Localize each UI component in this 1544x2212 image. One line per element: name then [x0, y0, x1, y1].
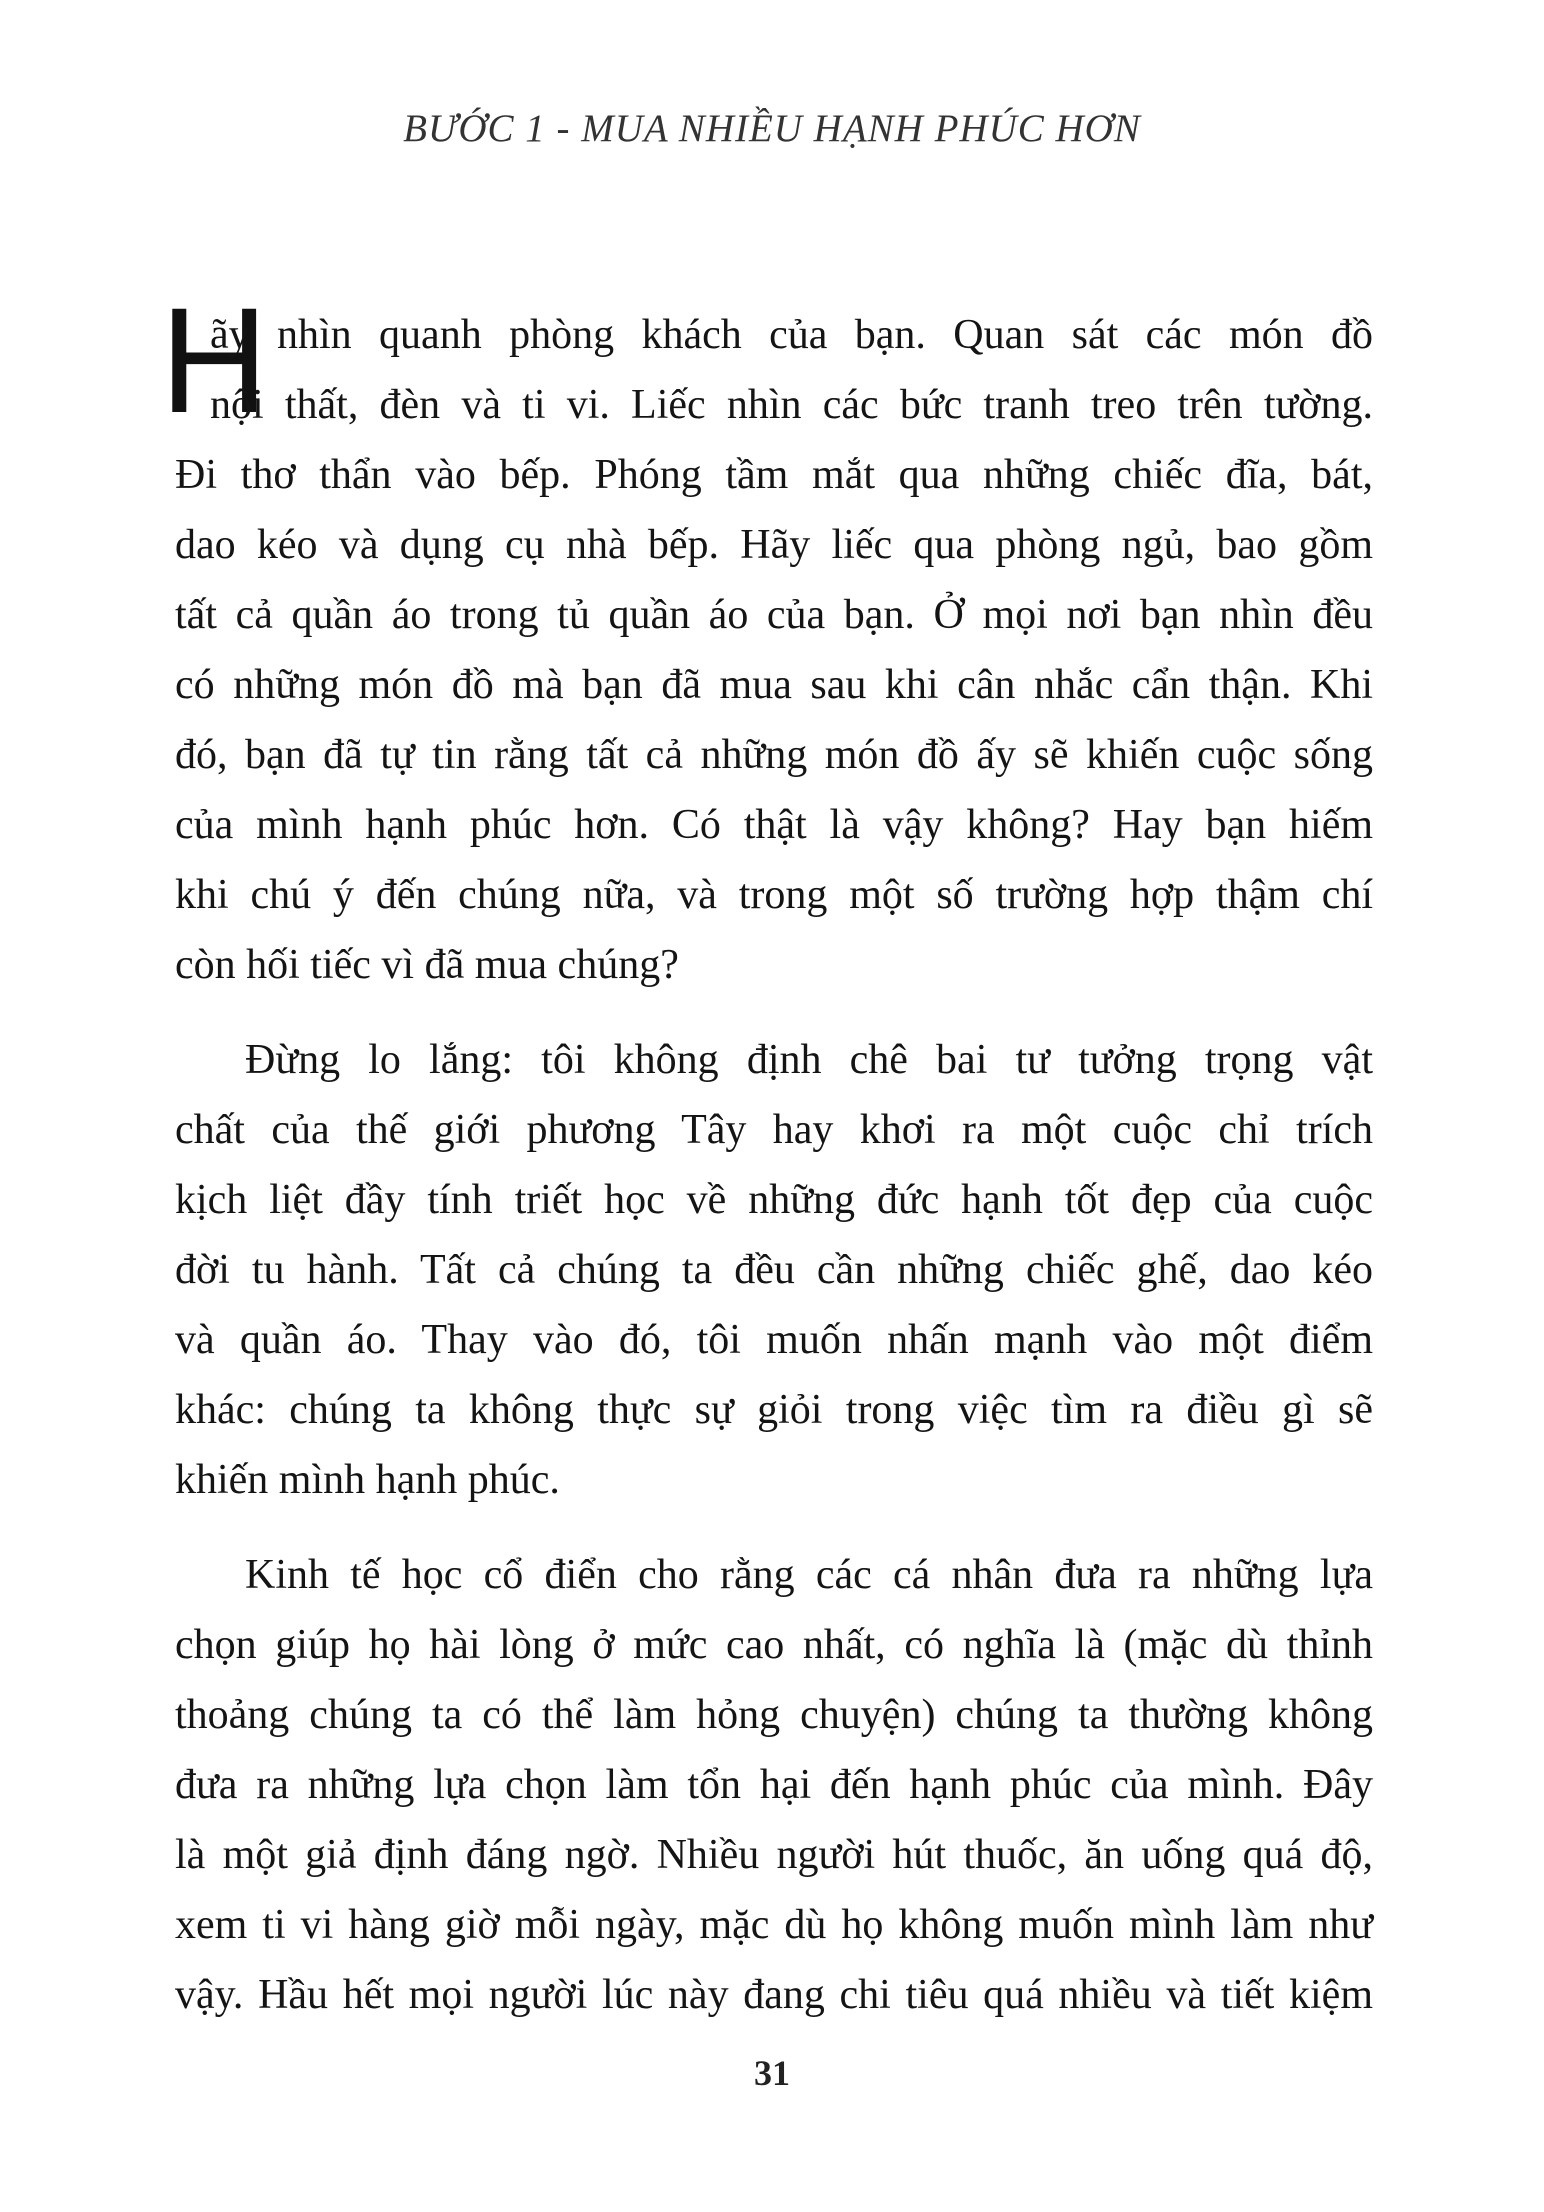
paragraph-3-line-6: xem ti vi hàng giờ mỗi ngày, mặc dù họ không muốn mình làm như [175, 1902, 1373, 1948]
paragraph-1-line-6: có những món đồ mà bạn đã mua sau khi cân nhắc cẩn thận. Khi [175, 662, 1373, 708]
paragraph-1-line-9: khi chú ý đến chúng nữa, và trong một số trường hợp thậm chí [175, 872, 1373, 918]
running-header: BƯỚC 1 - MUA NHIỀU HẠNH PHÚC HƠN [403, 107, 1141, 150]
paragraph-2-line-2: chất của thế giới phương Tây hay khơi ra một cuộc chỉ trích [175, 1107, 1373, 1153]
paragraph-1-line-3: Đi thơ thẩn vào bếp. Phóng tầm mắt qua những chiếc đĩa, bát, [175, 452, 1373, 498]
paragraph-1-line-5: tất cả quần áo trong tủ quần áo của bạn. Ở mọi nơi bạn nhìn đều [175, 592, 1373, 638]
paragraph-3-line-2: chọn giúp họ hài lòng ở mức cao nhất, có nghĩa là (mặc dù thỉnh [175, 1622, 1373, 1668]
page-number: 31 [754, 2053, 790, 2093]
paragraph-2-line-4: đời tu hành. Tất cả chúng ta đều cần những chiếc ghế, dao kéo [175, 1247, 1373, 1293]
paragraph-2-line-6: khác: chúng ta không thực sự giỏi trong việc tìm ra điều gì sẽ [175, 1387, 1373, 1433]
paragraph-3-line-1: Kinh tế học cổ điển cho rằng các cá nhân đưa ra những lựa [245, 1552, 1373, 1598]
paragraph-1-line-10: còn hối tiếc vì đã mua chúng? [175, 942, 679, 988]
paragraph-2-line-1: Đừng lo lắng: tôi không định chê bai tư tưởng trọng vật [245, 1037, 1373, 1083]
paragraph-2-line-3: kịch liệt đầy tính triết học về những đức hạnh tốt đẹp của cuộc [175, 1177, 1373, 1223]
paragraph-3-line-4: đưa ra những lựa chọn làm tổn hại đến hạnh phúc của mình. Đây [175, 1762, 1373, 1808]
paragraph-1-line-8: của mình hạnh phúc hơn. Có thật là vậy không? Hay bạn hiếm [175, 802, 1373, 848]
paragraph-3-line-7: vậy. Hầu hết mọi người lúc này đang chi tiêu quá nhiều và tiết kiệm [175, 1972, 1373, 2018]
paragraph-3-line-3: thoảng chúng ta có thể làm hỏng chuyện) chúng ta thường không [175, 1692, 1373, 1738]
paragraph-1-line-4: dao kéo và dụng cụ nhà bếp. Hãy liếc qua phòng ngủ, bao gồm [175, 522, 1373, 568]
paragraph-2-line-5: và quần áo. Thay vào đó, tôi muốn nhấn mạnh vào một điểm [175, 1317, 1373, 1363]
paragraph-2-line-7: khiến mình hạnh phúc. [175, 1457, 560, 1503]
paragraph-1-line-2: nội thất, đèn và ti vi. Liếc nhìn các bức tranh treo trên tường. [210, 382, 1373, 428]
paragraph-3-line-5: là một giả định đáng ngờ. Nhiều người hút thuốc, ăn uống quá độ, [175, 1832, 1373, 1878]
paragraph-1-line-1: ãy nhìn quanh phòng khách của bạn. Quan sát các món đồ [210, 312, 1373, 358]
paragraph-1-line-7: đó, bạn đã tự tin rằng tất cả những món đồ ấy sẽ khiến cuộc sống [175, 732, 1373, 778]
drop-cap: H [160, 276, 269, 444]
